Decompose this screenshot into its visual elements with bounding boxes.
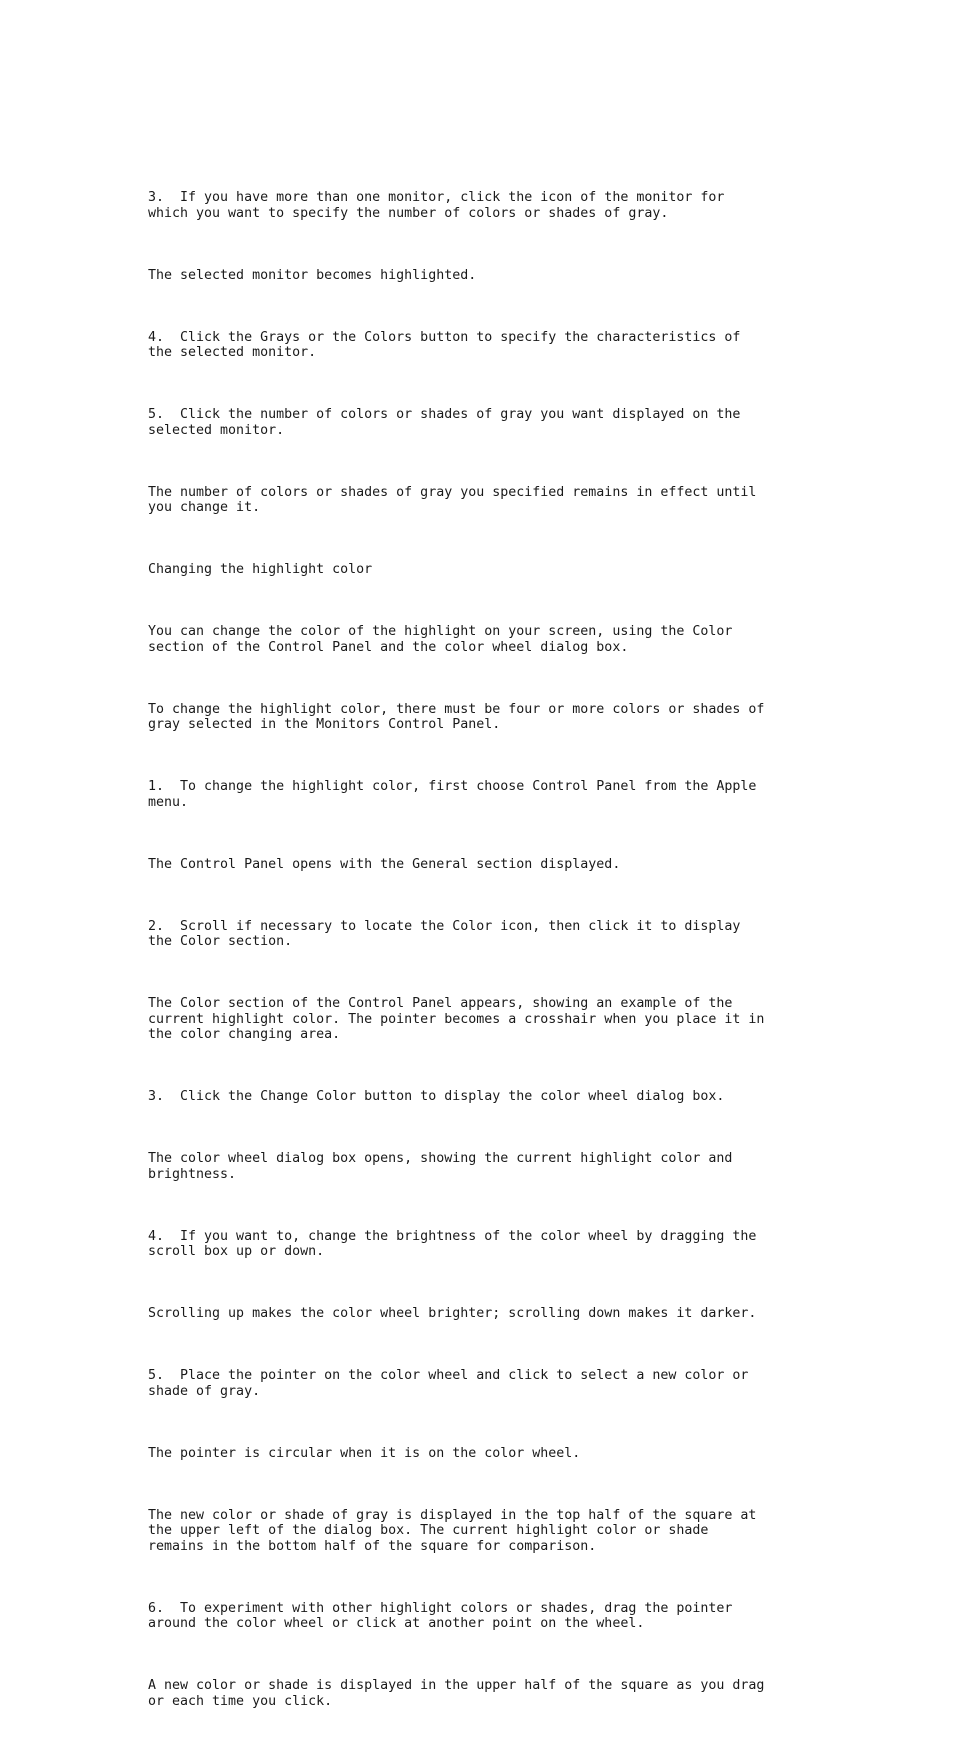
note-pointer-circular: The pointer is circular when it is on the color wheel. — [148, 1445, 581, 1461]
requirement-four-colors: To change the highlight color, there must be four or more colors or shades of gray selected in the Monitors Control Panel. — [148, 701, 765, 732]
step-3-select-monitor: 3. If you have more than one monitor, click the icon of the monitor for which you want to specify the number of colors or shades of gray. — [148, 190, 725, 221]
result-control-panel-opens: The Control Panel opens with the General section displayed. — [148, 856, 621, 872]
step-4-grays-or-colors: 4. Click the Grays or the Colors button to specify the characteristics of the selected monitor. — [148, 329, 741, 360]
result-new-color-displayed: The new color or shade of gray is displayed in the top half of the square at the upper left of the dialog box. The current highlight color or shade remains in the bottom half of the square for comparison. — [148, 1507, 757, 1554]
result-setting-remains: The number of colors or shades of gray you specified remains in effect until you change it. — [148, 484, 757, 515]
step-5-number-of-colors: 5. Click the number of colors or shades of gray you want displayed on the selected monitor. — [148, 407, 741, 438]
step-4-brightness: 4. If you want to, change the brightness of the color wheel by dragging the scroll box up or down. — [148, 1228, 757, 1259]
result-color-wheel-opens: The color wheel dialog box opens, showing the current highlight color and brightness. — [148, 1151, 733, 1182]
section-heading-highlight-color: Changing the highlight color — [148, 562, 373, 577]
result-monitor-highlighted: The selected monitor becomes highlighted. — [148, 267, 477, 283]
document-page — [148, 159, 828, 1740]
step-5-select-color: 5. Place the pointer on the color wheel and click to select a new color or shade of gray. — [148, 1368, 749, 1399]
step-2-click-color-icon: 2. Scroll if necessary to locate the Color icon, then click it to display the Color section. — [148, 918, 741, 949]
result-color-section: The Color section of the Control Panel appears, showing an example of the current highlight color. The pointer becomes a crosshair when you place it in the color changing area. — [148, 996, 765, 1042]
note-scrolling: Scrolling up makes the color wheel brighter; scrolling down makes it darker. — [148, 1306, 757, 1321]
step-6-experiment: 6. To experiment with other highlight colors or shades, drag the pointer around the color wheel or click at another point on the wheel. — [148, 1600, 733, 1631]
result-new-color-on-drag: A new color or shade is displayed in the upper half of the square as you drag or each time you click. — [148, 1678, 765, 1709]
step-1-choose-control-panel: 1. To change the highlight color, first choose Control Panel from the Apple menu. — [148, 779, 757, 810]
intro-highlight-color: You can change the color of the highlight on your screen, using the Color section of the Control Panel and the color wheel dialog box. — [148, 624, 733, 655]
step-3-change-color-button: 3. Click the Change Color button to display the color wheel dialog box. — [148, 1089, 725, 1104]
